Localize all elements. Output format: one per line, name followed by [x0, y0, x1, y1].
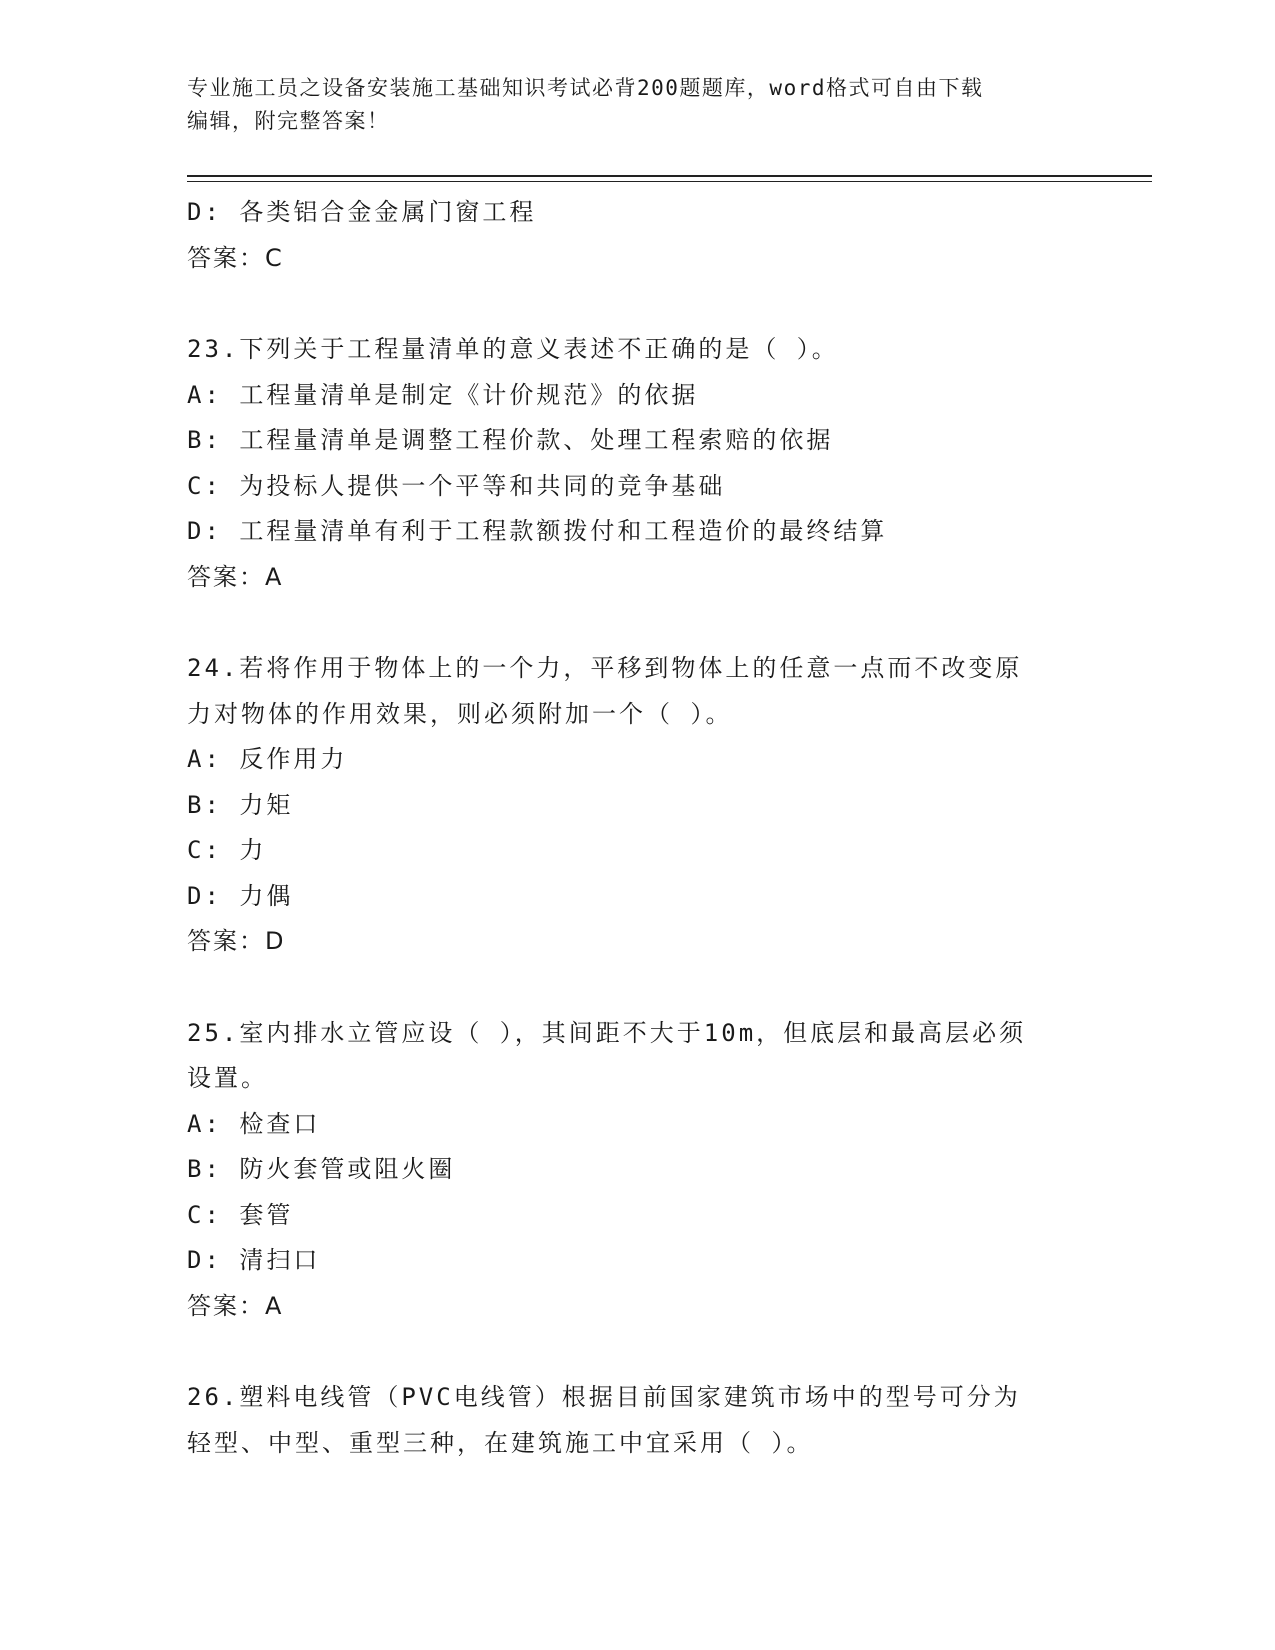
- option-c: C: 为投标人提供一个平等和共同的竞争基础: [187, 471, 726, 500]
- document-header: [187, 72, 1067, 138]
- option-a: A: 反作用力: [187, 745, 348, 773]
- spacer: [187, 281, 1087, 327]
- question-stem-continued: 设置。: [187, 1064, 268, 1092]
- question-stem-continued: 轻型、中型、重型三种，在建筑施工中宜采用（ ）。: [187, 1428, 814, 1457]
- spacer: [187, 600, 1087, 646]
- option-b: B: 力矩: [187, 790, 294, 819]
- option-d: D: 各类铝合金金属门窗工程: [187, 198, 537, 226]
- question-25: [187, 1011, 1087, 1330]
- answer-line: 答案：A: [187, 562, 284, 591]
- option-b: B: 防火套管或阻火圈: [187, 1155, 456, 1183]
- option-d: D: 工程量清单有利于工程款额拨付和工程造价的最终结算: [187, 517, 888, 545]
- question-stem: 25.室内排水立管应设（ ），其间距不大于10m，但底层和最高层必须: [187, 1018, 1027, 1047]
- question-stem: 23.下列关于工程量清单的意义表述不正确的是（ ）。: [187, 335, 839, 363]
- option-d: D: 力偶: [187, 881, 294, 910]
- option-b: B: 工程量清单是调整工程价款、处理工程索赔的依据: [187, 426, 834, 454]
- spacer: [187, 965, 1087, 1011]
- answer-line: 答案：D: [187, 927, 286, 955]
- option-c: C: 套管: [187, 1200, 294, 1229]
- option-c: C: 力: [187, 836, 267, 864]
- question-stem: 26.塑料电线管（PVC电线管）根据目前国家建筑市场中的型号可分为: [187, 1383, 1021, 1411]
- option-d: D: 清扫口: [187, 1246, 321, 1274]
- question-24: [187, 646, 1087, 965]
- answer-line: 答案：A: [187, 1291, 284, 1320]
- header-divider-thin: [187, 181, 1152, 182]
- header-divider-thick: [187, 175, 1152, 177]
- previous-question-tail: [187, 190, 1087, 281]
- question-content: [187, 190, 1087, 1466]
- spacer: [187, 1329, 1087, 1375]
- question-23: [187, 327, 1087, 600]
- option-a: A: 检查口: [187, 1109, 321, 1138]
- question-stem: 24.若将作用于物体上的一个力，平移到物体上的任意一点而不改变原: [187, 654, 1023, 682]
- header-title-line-2: 编辑，附完整答案！: [187, 109, 390, 133]
- question-stem-continued: 力对物体的作用效果，则必须附加一个（ ）。: [187, 699, 733, 728]
- question-26: [187, 1375, 1087, 1466]
- option-a: A: 工程量清单是制定《计价规范》的依据: [187, 380, 699, 409]
- header-title-line-1: 专业施工员之设备安装施工基础知识考试必背200题题库，word格式可自由下载: [187, 76, 984, 100]
- answer-line: 答案：C: [187, 243, 284, 272]
